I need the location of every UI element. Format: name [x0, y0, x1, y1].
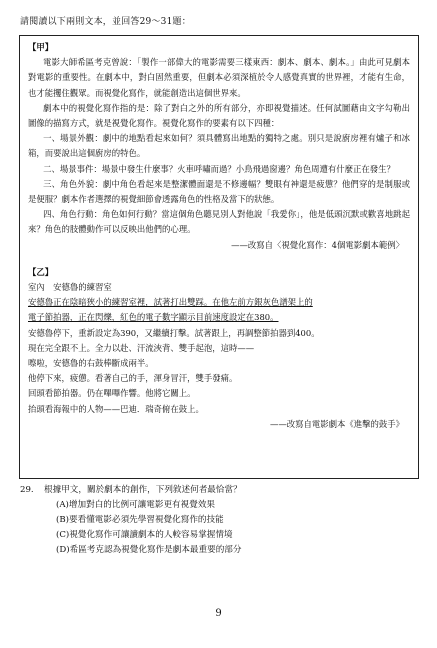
section-b-source: ——改寫自電影劇本《進擊的鼓手》 [270, 418, 404, 429]
section-a-label: 【甲】 [28, 42, 54, 52]
section-b-line-6: 抬頭看海報中的人物——巴迪．瑞奇俯在鼓上。 [28, 403, 204, 414]
section-a-source: ——改寫自〈視覺化寫作：4個電影劇本範例〉 [231, 239, 404, 250]
section-a-paragraph-1: 電影大師希區考克曾說：「製作一部偉大的電影需要三樣東西：劇本、劇本、劇本。」由此可見劇本對電影的重要性。在劇本中，對白固然重要，但劇本必須深植於令人感覺真實的世界裡，才能有生命，也才能攫住觀眾。而視覺化寫作，就能創造出這個世界來。 [28, 57, 410, 98]
page-number: 9 [215, 608, 222, 619]
option-a[interactable]: (A)增加對白的比例可讓電影更有視覺效果 [56, 500, 216, 510]
option-b[interactable]: (B)要看懂電影必須先學習視覺化寫作的技能 [56, 515, 224, 525]
section-b-label: 【乙】 [28, 266, 54, 277]
question-29 [20, 483, 420, 558]
section-a-item-2: 二、場景事件：場景中發生什麼事？火車呼嘯而過？小鳥飛過窗邊？角色周遭有什麼正在發生？ [43, 163, 395, 174]
section-b-line-3: 嚓啦，安德魯的右鼓棒斷成兩半。 [28, 358, 154, 369]
section-b-line-5: 回頭看節拍器。仍在嗶嗶作響。他將它關上。 [28, 388, 196, 399]
section-a-item-3: 三、角色外貌：劇中角色看起來是整潔體面還是不修邊幅？雙眼有神還是疲憊？他們穿的是制服或是便服？劇本作者選擇的視覺細節會透露角色的性格及當下的狀態。 [28, 178, 410, 205]
question-number: 29. [20, 485, 34, 495]
section-b-line-1b: 電子節拍器，正在閃爍，紅色的電子數字顯示目前速度設定在380。 [28, 312, 279, 323]
section-b-line-4: 他停下來，疲憊。看著自己的手，渾身冒汗，雙手發痛。 [28, 373, 238, 384]
section-b-line-2a: 安德魯停下，重新設定為390，又繼續打擊。試著跟上，再調整節拍器到400。 [28, 327, 320, 338]
section-a-paragraph-2: 劇本中的視覺化寫作指的是：除了對白之外的所有部分，亦即視覺描述。任何試圖藉由文字勾勒出圖像的描寫方式，就是視覺化寫作。視覺化寫作的要素有以下四種： [28, 102, 410, 129]
section-a-item-1: 一、場景外觀：劇中的地點看起來如何？須具體寫出地點的獨特之處。別只是說廚房裡有爐子和冰箱，而要說出這個廚房的特色。 [28, 133, 410, 159]
reading-passage-box [19, 35, 419, 479]
section-b-line-2b: 現在完全跟不上。全力以赴、汗流浹背、雙手起泡，這時—— [28, 342, 255, 353]
section-b-scene-heading: 室內 安德魯的練習室 [28, 282, 112, 293]
section-a-item-4: 四、角色行動：角色如何行動？當這個角色聽見別人對他說「我愛你」，他是低頭沉默或歡喜地跳起來？角色的肢體動作可以反映出他們的心理。 [28, 209, 410, 235]
reading-instruction: 請閱讀以下兩則文本，並回答29～31題： [20, 17, 191, 27]
question-text: 根據甲文，關於劇本的創作，下列敘述何者最恰當？ [44, 485, 242, 495]
option-c[interactable]: (C)視覺化寫作可讓讀劇本的人較容易掌握情境 [56, 530, 233, 540]
section-b-line-1a: 安德魯正在陰暗狹小的練習室裡，試著打出雙踩。在他左前方銀灰色譜架上的 [28, 297, 313, 308]
option-d[interactable]: (D)希區考克認為視覺化寫作是劇本最重要的部分 [56, 545, 242, 555]
question-stem [20, 483, 420, 498]
